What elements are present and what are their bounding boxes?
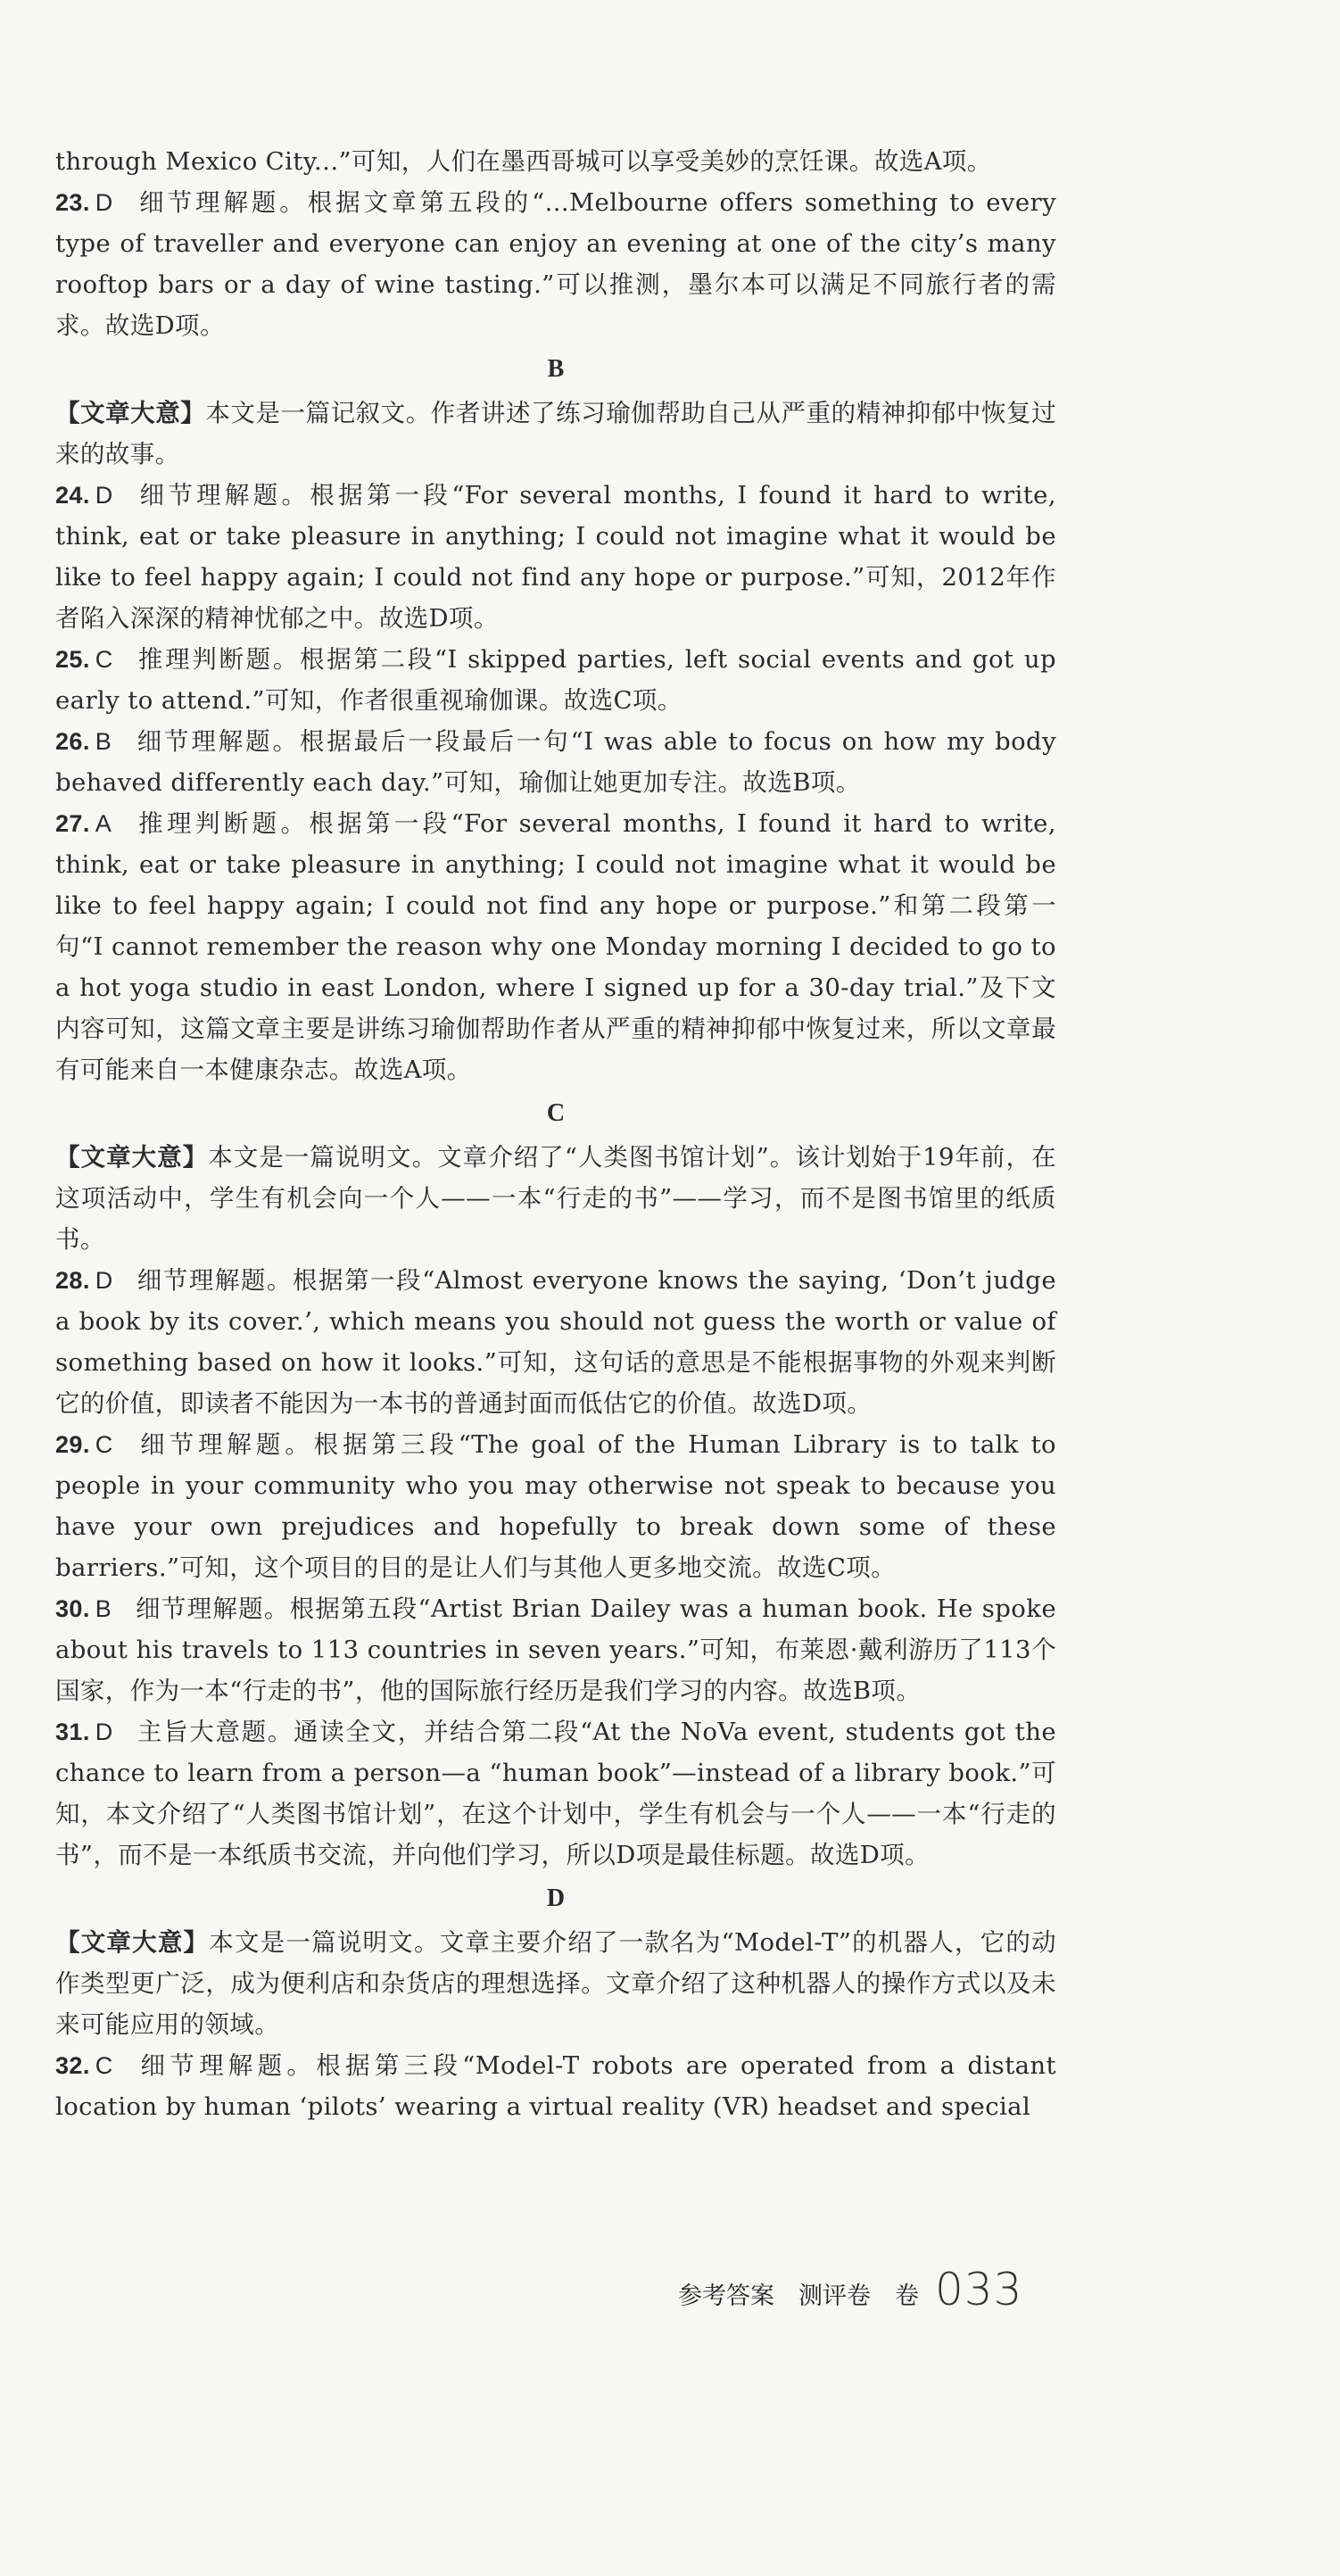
explanation: 主旨大意题。通读全文，并结合第二段“At the NoVa event, students got the chance to learn from a person—a “human book”—instead of a library book.”可知，本文介绍了“人类图书馆计划”，在这个计划中，学生有机会与一个人——一本“行走的书”，而不是一本纸质书交流，并向他们学习，所以D项是最佳标题。故选D项。 (55, 1718, 1056, 1869)
explanation: 细节理解题。根据第三段“Model-T robots are operated from a distant location by human ‘pilots’ wearing a virtual reality (VR) headset and special (55, 2051, 1056, 2121)
question-32 (55, 2045, 1056, 2127)
question-number: 30. (55, 1595, 90, 1622)
summary-d (55, 1922, 1056, 2045)
question-number: 26. (55, 728, 90, 755)
summary-c (55, 1137, 1056, 1260)
answer-letter: C (95, 1431, 113, 1458)
question-29 (55, 1424, 1056, 1588)
question-23 (55, 182, 1056, 346)
summary-tag: 【文章大意】 (55, 1928, 210, 1957)
summary-tag: 【文章大意】 (55, 399, 206, 427)
section-heading-c: C (546, 1099, 566, 1127)
answer-letter: D (95, 189, 113, 216)
explanation: 推理判断题。根据第二段“I skipped parties, left social events and got up early to attend.”可知，作者很重视瑜伽课。故选C项。 (55, 645, 1056, 715)
question-number: 28. (55, 1267, 90, 1294)
section-heading-b: B (547, 355, 565, 383)
question-24 (55, 475, 1056, 639)
footer-label: 参考答案 测评卷 卷 (678, 2282, 919, 2310)
question-number: 27. (55, 810, 90, 837)
question-number: 24. (55, 482, 90, 509)
answer-letter: D (95, 482, 113, 509)
question-25 (55, 639, 1056, 721)
explanation: 细节理解题。根据最后一段最后一句“I was able to focus on how my body behaved differently each day.”可知，瑜伽让她更加专注。故选B项。 (55, 727, 1056, 797)
summary-b (55, 393, 1056, 475)
question-number: 32. (55, 2052, 90, 2079)
explanation: 推理判断题。根据第一段“For several months, I found it hard to write, think, eat or take pleasure in anything; I could not imagine what it would be like to feel happy again; I could not find any hope or purpose.”和第二段第一句“I cannot remember the reason why one Monday morning I decided to go to a hot yoga studio in east London, where I signed up for a 30-day trial.”及下文内容可知，这篇文章主要是讲练习瑜伽帮助作者从严重的精神抑郁中恢复过来，所以文章最有可能来自一本健康杂志。故选A项。 (55, 809, 1056, 1084)
question-number: 25. (55, 646, 90, 673)
answer-letter: C (95, 2052, 113, 2079)
question-31 (55, 1711, 1056, 1876)
page-number: 033 (935, 2264, 1023, 2315)
summary-text: 本文是一篇说明文。文章主要介绍了一款名为“Model-T”的机器人，它的动作类型更广泛，成为便利店和杂货店的理想选择。文章介绍了这种机器人的操作方式以及未来可能应用的领域。 (55, 1928, 1056, 2039)
explanation: 细节理解题。根据第五段“Artist Brian Dailey was a human book. He spoke about his travels to 113 countries in seven years.”可知，布莱恩·戴利游历了113个国家，作为一本“行走的书”，他的国际旅行经历是我们学习的内容。故选B项。 (55, 1594, 1056, 1705)
question-30 (55, 1588, 1056, 1711)
question-28 (55, 1260, 1056, 1424)
question-number: 23. (55, 189, 90, 216)
explanation: 细节理解题。根据第一段“Almost everyone knows the saying, ‘Don’t judge a book by its cover.’, which means you should not guess the worth or value of something based on how it looks.”可知，这句话的意思是不能根据事物的外观来判断它的价值，即读者不能因为一本书的普通封面而低估它的价值。故选D项。 (55, 1266, 1056, 1418)
answer-letter: C (95, 646, 113, 673)
page-footer (678, 2252, 1079, 2315)
section-heading-d: D (546, 1884, 566, 1912)
answer-letter: B (95, 1595, 112, 1622)
answer-letter: A (95, 810, 112, 837)
summary-text: 本文是一篇说明文。文章介绍了“人类图书馆计划”。该计划始于19年前，在这项活动中，学生有机会向一个人——一本“行走的书”——学习，而不是图书馆里的纸质书。 (55, 1143, 1056, 1254)
question-26 (55, 721, 1056, 803)
explanation: 细节理解题。根据第三段“The goal of the Human Library is to talk to people in your community who you may otherwise not speak to because you have your own prejudices and hopefully to break down some of these barriers.”可知，这个项目的目的是让人们与其他人更多地交流。故选C项。 (55, 1430, 1056, 1582)
explanation: 细节理解题。根据第一段“For several months, I found it hard to write, think, eat or take pleasure in anything; I could not imagine what it would be like to feel happy again; I could not find any hope or purpose.”可知，2012年作者陷入深深的精神忧郁之中。故选D项。 (55, 481, 1056, 633)
question-27 (55, 803, 1056, 1090)
explanation: 细节理解题。根据文章第五段的“...Melbourne offers something to every type of traveller and everyone can enjoy an evening at one of the city’s many rooftop bars or a day of wine tasting.”可以推测，墨尔本可以满足不同旅行者的需求。故选D项。 (55, 188, 1056, 340)
question-number: 31. (55, 1719, 90, 1745)
answer-letter: D (95, 1719, 113, 1745)
summary-text: 本文是一篇记叙文。作者讲述了练习瑜伽帮助自己从严重的精神抑郁中恢复过来的故事。 (55, 399, 1056, 468)
summary-tag: 【文章大意】 (55, 1143, 209, 1172)
answer-key-page (55, 141, 1056, 2127)
answer-letter: B (95, 728, 112, 755)
question-number: 29. (55, 1431, 90, 1458)
answer-letter: D (95, 1267, 113, 1294)
continued-text: through Mexico City...”可知，人们在墨西哥城可以享受美妙的烹饪课。故选A项。 (55, 147, 992, 176)
